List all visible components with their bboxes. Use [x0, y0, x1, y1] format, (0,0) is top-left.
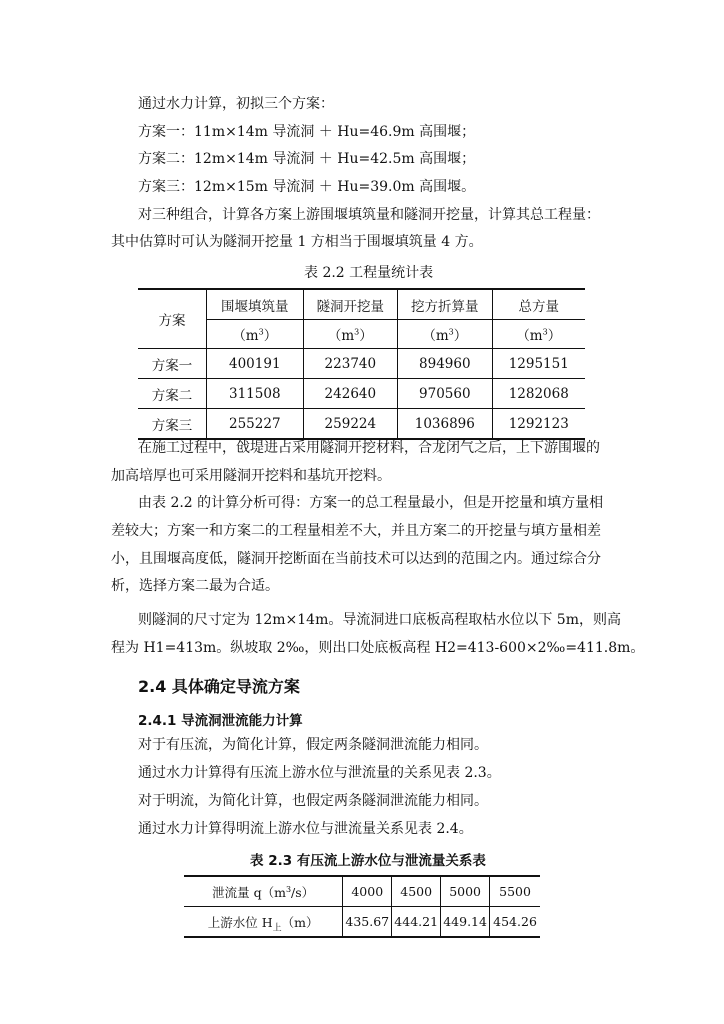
- paragraph-pressure-result: 通过水力计算得有压流上游水位与泄流量的关系见表 2.3。: [138, 765, 501, 781]
- table-row: [138, 409, 585, 440]
- table-row: [138, 349, 585, 379]
- row-label: 方案三: [138, 409, 206, 440]
- table-2-2-caption: 表 2.2 工程量统计表: [304, 265, 434, 281]
- paragraph-calculation-cont: 其中估算时可认为隧洞开挖量 1 方相当于围堰填筑量 4 方。: [111, 234, 483, 250]
- table-2-2: [138, 288, 585, 440]
- table-cell: 1292123: [492, 409, 585, 440]
- paragraph-analysis: 由表 2.2 的计算分析可得：方案一的总工程量最小，但是开挖量和填方量相: [138, 495, 604, 511]
- paragraph-tunnel-size: 则隧洞的尺寸定为 12m×14m。导流洞进口底板高程取枯水位以下 5m，则高: [138, 612, 621, 628]
- table-header-col: 围堰填筑量: [206, 289, 303, 320]
- table-row: [184, 907, 540, 938]
- paragraph-open-flow: 对于明流，为简化计算，也假定两条隧洞泄流能力相同。: [138, 793, 488, 809]
- paragraph-tunnel-size-cont: 程为 H1=413m。纵坡取 2‰，则出口处底板高程 H2=413-600×2‰=411.8m。: [111, 640, 645, 656]
- subsection-heading: 2.4.1 导流洞泄流能力计算: [138, 713, 303, 729]
- table-cell: 1036896: [398, 409, 492, 440]
- table-cell: 1282068: [492, 379, 585, 409]
- table-header-col: 总方量: [492, 289, 585, 320]
- table-cell: 444.21: [392, 907, 441, 938]
- row-label: 方案一: [138, 349, 206, 379]
- table-cell: 5500: [490, 876, 540, 907]
- table-unit: $(m^3)$: [492, 320, 585, 349]
- table-unit: $(m^3)$: [303, 320, 397, 349]
- table-header-col: 隧洞开挖量: [303, 289, 397, 320]
- scheme-two-line: 方案二：12m×14m 导流洞 ＋ Hu=42.5m 高围堰；: [138, 151, 476, 167]
- table-cell: 223740: [303, 349, 397, 379]
- row-label: 方案二: [138, 379, 206, 409]
- scheme-one-line: 方案一：11m×14m 导流洞 ＋ Hu=46.9m 高围堰；: [138, 124, 476, 140]
- table-cell: 4000: [343, 876, 392, 907]
- table-header-scheme: 方案: [138, 289, 206, 349]
- table-cell: 255227: [206, 409, 303, 440]
- table-cell: 970560: [398, 379, 492, 409]
- table-2-3: [184, 875, 540, 938]
- table-cell: 1295151: [492, 349, 585, 379]
- paragraph-open-result: 通过水力计算得明流上游水位与泄流量关系见表 2.4。: [138, 821, 473, 837]
- table-2-3-caption: 表 2.3 有压流上游水位与泄流量关系表: [250, 853, 486, 869]
- paragraph-intro: 通过水力计算，初拟三个方案：: [138, 96, 334, 112]
- paragraph-pressure-flow: 对于有压流，为简化计算，假定两条隧洞泄流能力相同。: [138, 737, 488, 753]
- table-cell: 5000: [441, 876, 490, 907]
- table-cell: 242640: [303, 379, 397, 409]
- table-cell: 449.14: [441, 907, 490, 938]
- paragraph-analysis-cont: 小，且围堰高度低，隧洞开挖断面在当前技术可以达到的范围之内。通过综合分: [111, 551, 601, 567]
- table-unit: $(m^3)$: [398, 320, 492, 349]
- scheme-three-line: 方案三：12m×15m 导流洞 ＋ Hu=39.0m 高围堰。: [138, 179, 476, 195]
- table-cell: 400191: [206, 349, 303, 379]
- table-cell: 311508: [206, 379, 303, 409]
- paragraph-construction: 在施工过程中，戗堤进占采用隧洞开挖材料，合龙闭气之后，上下游围堰的: [138, 440, 600, 456]
- section-heading: 2.4 具体确定导流方案: [138, 677, 300, 696]
- table-row: [138, 379, 585, 409]
- table-cell: 4500: [392, 876, 441, 907]
- table-unit: $(m^3)$: [206, 320, 303, 349]
- paragraph-construction-cont: 加高培厚也可采用隧洞开挖料和基坑开挖料。: [111, 468, 391, 484]
- row-label: 上游水位 $H_上(m)$: [184, 907, 343, 938]
- paragraph-calculation: 对三种组合，计算各方案上游围堰填筑量和隧洞开挖量，计算其总工程量：: [138, 207, 600, 223]
- table-cell: 454.26: [490, 907, 540, 938]
- paragraph-analysis-cont: 析，选择方案二最为合适。: [111, 578, 279, 594]
- table-cell: 259224: [303, 409, 397, 440]
- table-cell: 894960: [398, 349, 492, 379]
- table-cell: 435.67: [343, 907, 392, 938]
- paragraph-analysis-cont: 差较大；方案一和方案二的工程量相差不大，并且方案二的开挖量与填方量相差: [111, 523, 601, 539]
- table-row: [184, 876, 540, 907]
- row-label: 泄流量 $q(m^3/s)$: [184, 876, 343, 907]
- table-header-col: 挖方折算量: [398, 289, 492, 320]
